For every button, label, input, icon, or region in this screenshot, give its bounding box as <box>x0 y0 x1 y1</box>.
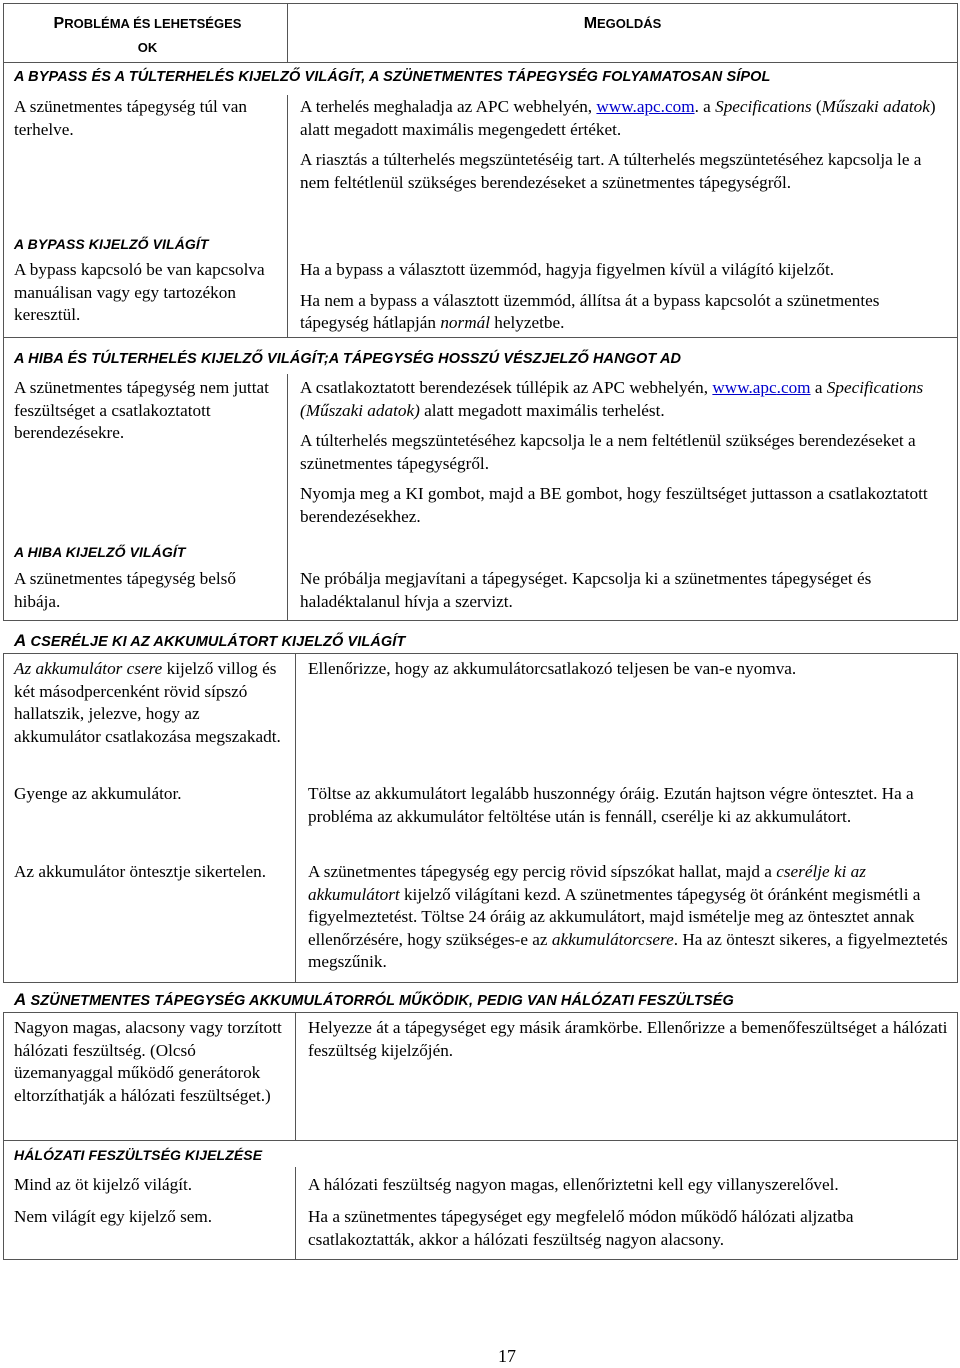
section-replace-battery-title: A CSERÉLJE KI AZ AKKUMULÁTORT KIJELZŐ VILÁGÍT <box>14 631 406 650</box>
solution-internal-fault: Ne próbálja megjavítani a tápegységet. Kapcsolja ki a szünetmentes tápegységet és haladéktalanul hívja a szervizt. <box>300 569 872 611</box>
column-divider <box>295 1167 296 1260</box>
column-divider <box>295 653 296 983</box>
section-fault-overload-title: A HIBA ÉS TÚLTERHELÉS KIJELZŐ VILÁGÍT;A TÁPEGYSÉG HOSSZÚ VÉSZJELZŐ HANGOT AD <box>14 351 682 367</box>
solution-bad-mains: Helyezze át a tápegységet egy másik áramkörbe. Ellenőrizze a bemenőfeszültséget a hálózati feszültség kijelzőjén. <box>308 1018 948 1060</box>
apc-link[interactable]: www.apc.com <box>712 378 811 397</box>
problem-all-leds: Mind az öt kijelző világít. <box>14 1175 193 1194</box>
solution-bypass: Ha a bypass a választott üzemmód, hagyja figyelmen kívül a világító kijelzőt. Ha nem a bypass a választott üzemmód, állítsa át a bypass kapcsolót a szünetmentes tápegység hátlapján normál helyzetbe. <box>300 260 880 332</box>
solution-overload: A terhelés meghaladja az APC webhelyén, www.apc.com. a Specifications (Műszaki adatok) alatt megadott maximális megengedett értéket. A riasztás a túlterhelés megszüntetéséig tart. A túlterhelés megszüntetéséhez kapcsolja le a nem feltétlenül szükséges berendezéseket a szünetmentes tápegységről. <box>300 97 936 192</box>
section-fault-title: A HIBA KIJELZŐ VILÁGÍT <box>14 544 186 560</box>
problem-no-output: A szünetmentes tápegység nem juttat feszültséget a csatlakoztatott berendezésekre. <box>14 378 269 442</box>
problem-selftest-failed: Az akkumulátor öntesztje sikertelen. <box>14 862 266 881</box>
header-problem: PROBLÉMA ÉS LEHETSÉGES OK <box>53 15 242 55</box>
solution-battery-disconnected: Ellenőrizze, hogy az akkumulátorcsatlakozó teljesen be van-e nyomva. <box>308 659 797 678</box>
problem-overload: A szünetmentes tápegység túl van terhelve. <box>14 97 247 139</box>
problem-bad-mains: Nagyon magas, alacsony vagy torzított hálózati feszültség. (Olcsó üzemanyaggal működő generátorok eltorzíthatják a hálózati feszültséget.) <box>14 1018 282 1105</box>
solution-all-leds: A hálózati feszültség nagyon magas, ellenőriztetni kell egy villanyszerelővel. <box>308 1175 839 1194</box>
solution-no-output: A csatlakoztatott berendezések túllépik az APC webhelyén, www.apc.com a Specifications (Műszaki adatok) alatt megadott maximális terhelést. A túlterhelés megszüntetéséhez kapcsolja le a nem feltétlenül szükséges berendezéseket a szünetmentes tápegységről. Nyomja meg a KI gombot, majd a BE gombot, hogy feszültséget juttasson a csatlakoztatott berendezésekhez. <box>300 378 928 526</box>
solution-no-leds: Ha a szünetmentes tápegységet egy megfelelő módon működő hálózati aljzatba csatlakoztatták, akkor a hálózati feszültség nagyon alacsony. <box>308 1207 854 1249</box>
problem-battery-disconnected: Az akkumulátor csere kijelző villog és két másodpercenként rövid sípszó hallatszik, jelezve, hogy az akkumulátor csatlakozása megszakadt. <box>14 659 281 746</box>
problem-weak-battery: Gyenge az akkumulátor. <box>14 784 182 803</box>
section-bypass-title: A BYPASS KIJELZŐ VILÁGÍT <box>14 236 209 252</box>
column-divider <box>287 374 288 621</box>
section-mains-display-title: HÁLÓZATI FESZÜLTSÉG KIJELZÉSE <box>14 1147 263 1163</box>
header-solution: MEGOLDÁS <box>583 15 662 32</box>
column-divider <box>287 95 288 338</box>
problem-bypass: A bypass kapcsoló be van kapcsolva manuálisan vagy egy tartozékon keresztül. <box>14 260 265 324</box>
section-bypass-overload-title: A BYPASS ÉS A TÚLTERHELÉS KIJELZŐ VILÁGÍT, A SZÜNETMENTES TÁPEGYSÉG FOLYAMATOSAN SÍPOL <box>14 69 771 85</box>
section-on-battery-title: A SZÜNETMENTES TÁPEGYSÉG AKKUMULÁTORRÓL MŰKÖDIK, PEDIG VAN HÁLÓZATI FESZÜLTSÉG <box>14 990 734 1009</box>
row-divider <box>3 1140 958 1141</box>
solution-weak-battery: Töltse az akkumulátort legalább huszonnégy óráig. Ezután hajtson végre öntesztet. Ha a probléma az akkumulátor feltöltése után is fennáll, cserélje ki az akkumulátort. <box>308 784 914 826</box>
apc-link[interactable]: www.apc.com <box>596 97 695 116</box>
page-number: 17 <box>498 1346 516 1366</box>
problem-no-leds: Nem világít egy kijelző sem. <box>14 1207 213 1226</box>
column-divider <box>295 1012 296 1140</box>
problem-internal-fault: A szünetmentes tápegység belső hibája. <box>14 569 236 611</box>
solution-selftest-failed: A szünetmentes tápegység egy percig rövid sípszókat hallat, majd a cserélje ki az akkumulátort kijelző világítani kezd. A szünetmentes tápegység öt óránként megismétli a figyelmeztetést. Töltse 24 óráig az akkumulátort, majd ismételje meg az öntesztet annak ellenőrzésére, hogy szükséges-e az akkumulátorcsere. Ha az önteszt sikeres, a figyelmeztetés megszűnik. <box>308 862 948 971</box>
